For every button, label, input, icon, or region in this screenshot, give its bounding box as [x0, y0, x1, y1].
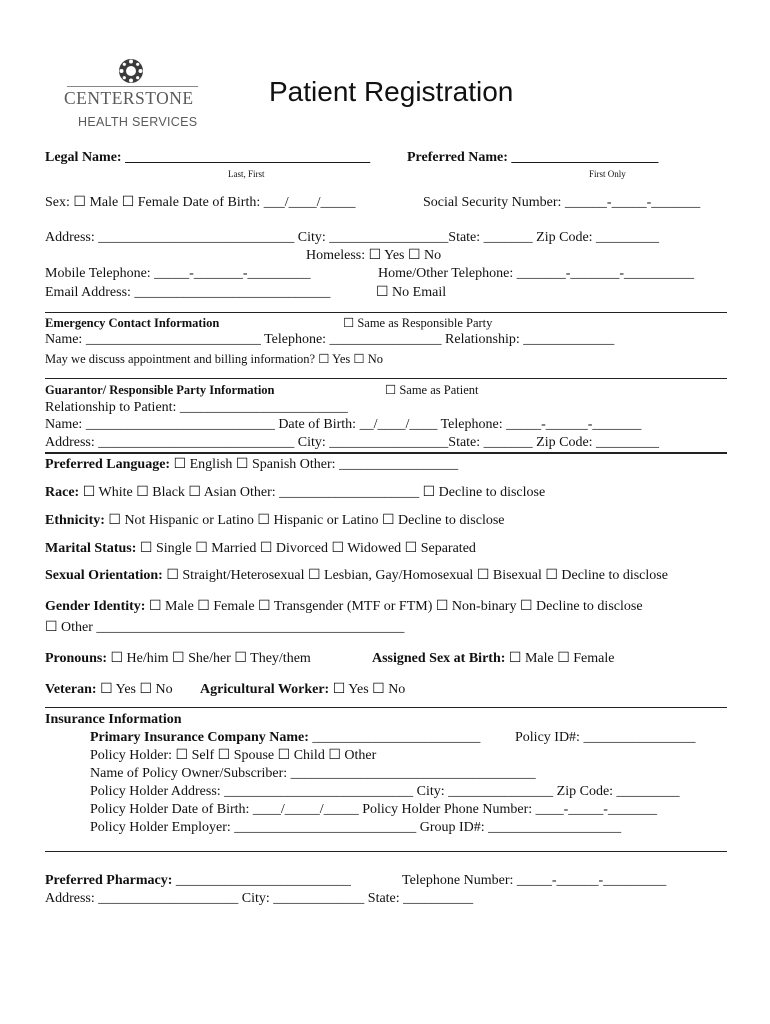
agricultural-label: Agricultural Worker: — [200, 682, 330, 697]
veteran-options[interactable]: ☐ Yes ☐ No — [100, 682, 173, 697]
same-as-responsible-checkbox[interactable]: ☐ Same as Responsible Party — [343, 316, 493, 330]
legal-name-hint: Last, First — [228, 169, 265, 179]
ethnicity-options[interactable]: ☐ Not Hispanic or Latino ☐ Hispanic or Latino ☐ Decline to disclose — [108, 513, 505, 528]
marital-row[interactable] — [45, 540, 476, 558]
page-title: Patient Registration — [269, 76, 514, 107]
preferred-name-hint: First Only — [589, 169, 626, 179]
language-label: Preferred Language: — [45, 457, 171, 472]
assigned-sex-options[interactable]: ☐ Male ☐ Female — [508, 651, 615, 666]
pharmacy-telephone-field[interactable]: Telephone Number: _____-______-_________ — [402, 873, 667, 888]
divider — [45, 707, 727, 708]
emergency-contact-row[interactable]: Name: _________________________ Telephone: ________________ Relationship: _____________ — [45, 332, 615, 347]
ethnicity-row[interactable] — [45, 512, 505, 530]
legal-name-field[interactable]: Legal Name: ___________________________________ — [45, 150, 371, 165]
race-row[interactable] — [45, 484, 545, 502]
language-row[interactable] — [45, 456, 458, 474]
pharmacy-address-row[interactable]: Address: ____________________ City: _____________ State: __________ — [45, 891, 474, 906]
emergency-contact-title: Emergency Contact Information — [45, 316, 220, 330]
veteran-row[interactable] — [45, 681, 173, 699]
policy-employer-row[interactable]: Policy Holder Employer: __________________________ Group ID#: ___________________ — [90, 820, 622, 835]
no-email-checkbox[interactable]: ☐ No Email — [376, 285, 447, 300]
marital-options[interactable]: ☐ Single ☐ Married ☐ Divorced ☐ Widowed ☐ Separated — [139, 541, 476, 556]
homeless-row[interactable]: Homeless: ☐ Yes ☐ No — [306, 248, 442, 263]
marital-label: Marital Status: — [45, 541, 137, 556]
ssn-field[interactable]: Social Security Number: ______-_____-_______ — [423, 195, 701, 210]
mobile-telephone-field[interactable]: Mobile Telephone: _____-_______-_________ — [45, 266, 311, 281]
veteran-label: Veteran: — [45, 682, 97, 697]
policy-address-row[interactable]: Policy Holder Address: ___________________________ City: _______________ Zip Code: _________ — [90, 784, 680, 799]
divider — [45, 452, 727, 454]
pronouns-row[interactable] — [45, 650, 311, 668]
address-row[interactable]: Address: ____________________________ City: _________________State: _______ Zip Code: _________ — [45, 230, 660, 245]
same-as-patient-checkbox[interactable]: ☐ Same as Patient — [385, 383, 479, 397]
sex-dob-row[interactable]: Sex: ☐ Male ☐ Female Date of Birth: ___/____/_____ — [45, 195, 356, 210]
pronouns-label: Pronouns: — [45, 651, 107, 666]
gender-label: Gender Identity: — [45, 599, 146, 614]
relationship-field[interactable]: Relationship to Patient: ________________________ — [45, 400, 348, 415]
guarantor-address-row[interactable]: Address: ____________________________ City: _________________State: _______ Zip Code: _________ — [45, 435, 660, 450]
email-field[interactable]: Email Address: ____________________________ — [45, 285, 331, 300]
logo-subtitle: HEALTH SERVICES — [78, 115, 198, 129]
logo-name: CENTERSTONE — [64, 88, 194, 108]
policy-holder-row[interactable]: Policy Holder: ☐ Self ☐ Spouse ☐ Child ☐ Other — [90, 748, 377, 763]
guarantor-name-row[interactable]: Name: ___________________________ Date of Birth: __/____/____ Telephone: _____-______-_______ — [45, 417, 642, 432]
pharmacy-field[interactable] — [45, 872, 351, 890]
agricultural-row[interactable] — [200, 681, 405, 699]
agricultural-options[interactable]: ☐ Yes ☐ No — [332, 682, 406, 697]
gender-row[interactable] — [45, 598, 643, 616]
insurance-company-field[interactable] — [90, 729, 480, 747]
assigned-sex-row[interactable] — [372, 650, 614, 668]
language-options[interactable]: ☐ English ☐ Spanish Other: _________________ — [173, 457, 459, 472]
discuss-billing-row[interactable]: May we discuss appointment and billing information? ☐ Yes ☐ No — [45, 352, 384, 366]
guarantor-title: Guarantor/ Responsible Party Information — [45, 383, 275, 397]
divider — [45, 851, 727, 852]
policy-id-field[interactable]: Policy ID#: ________________ — [515, 730, 696, 745]
policy-dob-row[interactable]: Policy Holder Date of Birth: ____/_____/_____ Policy Holder Phone Number: ____-_____-_______ — [90, 802, 657, 817]
insurance-company-line[interactable]: ________________________ — [312, 730, 481, 745]
gender-other-field[interactable]: ☐ Other ____________________________________________ — [45, 620, 405, 635]
assigned-sex-label: Assigned Sex at Birth: — [372, 651, 506, 666]
insurance-title: Insurance Information — [45, 712, 182, 727]
divider — [45, 378, 727, 379]
logo-divider — [67, 86, 198, 87]
pharmacy-label: Preferred Pharmacy: — [45, 873, 173, 888]
divider — [45, 312, 727, 313]
home-telephone-field[interactable]: Home/Other Telephone: _______-_______-__________ — [378, 266, 695, 281]
race-options[interactable]: ☐ White ☐ Black ☐ Asian Other: ____________________ ☐ Decline to disclose — [82, 485, 546, 500]
pharmacy-line[interactable]: _________________________ — [175, 873, 351, 888]
orientation-options[interactable]: ☐ Straight/Heterosexual ☐ Lesbian, Gay/Homosexual ☐ Bisexual ☐ Decline to disclose — [166, 568, 668, 583]
ethnicity-label: Ethnicity: — [45, 513, 105, 528]
pronouns-options[interactable]: ☐ He/him ☐ She/her ☐ They/them — [110, 651, 311, 666]
race-label: Race: — [45, 485, 80, 500]
preferred-name-field[interactable]: Preferred Name: _____________________ — [407, 150, 659, 165]
policy-owner-field[interactable]: Name of Policy Owner/Subscriber: ___________________________________ — [90, 766, 536, 781]
orientation-row[interactable] — [45, 567, 668, 585]
orientation-label: Sexual Orientation: — [45, 568, 163, 583]
logo-emblem-icon — [117, 57, 145, 85]
insurance-company-label: Primary Insurance Company Name: — [90, 730, 309, 745]
gender-options[interactable]: ☐ Male ☐ Female ☐ Transgender (MTF or FTM) ☐ Non-binary ☐ Decline to disclose — [148, 599, 643, 614]
